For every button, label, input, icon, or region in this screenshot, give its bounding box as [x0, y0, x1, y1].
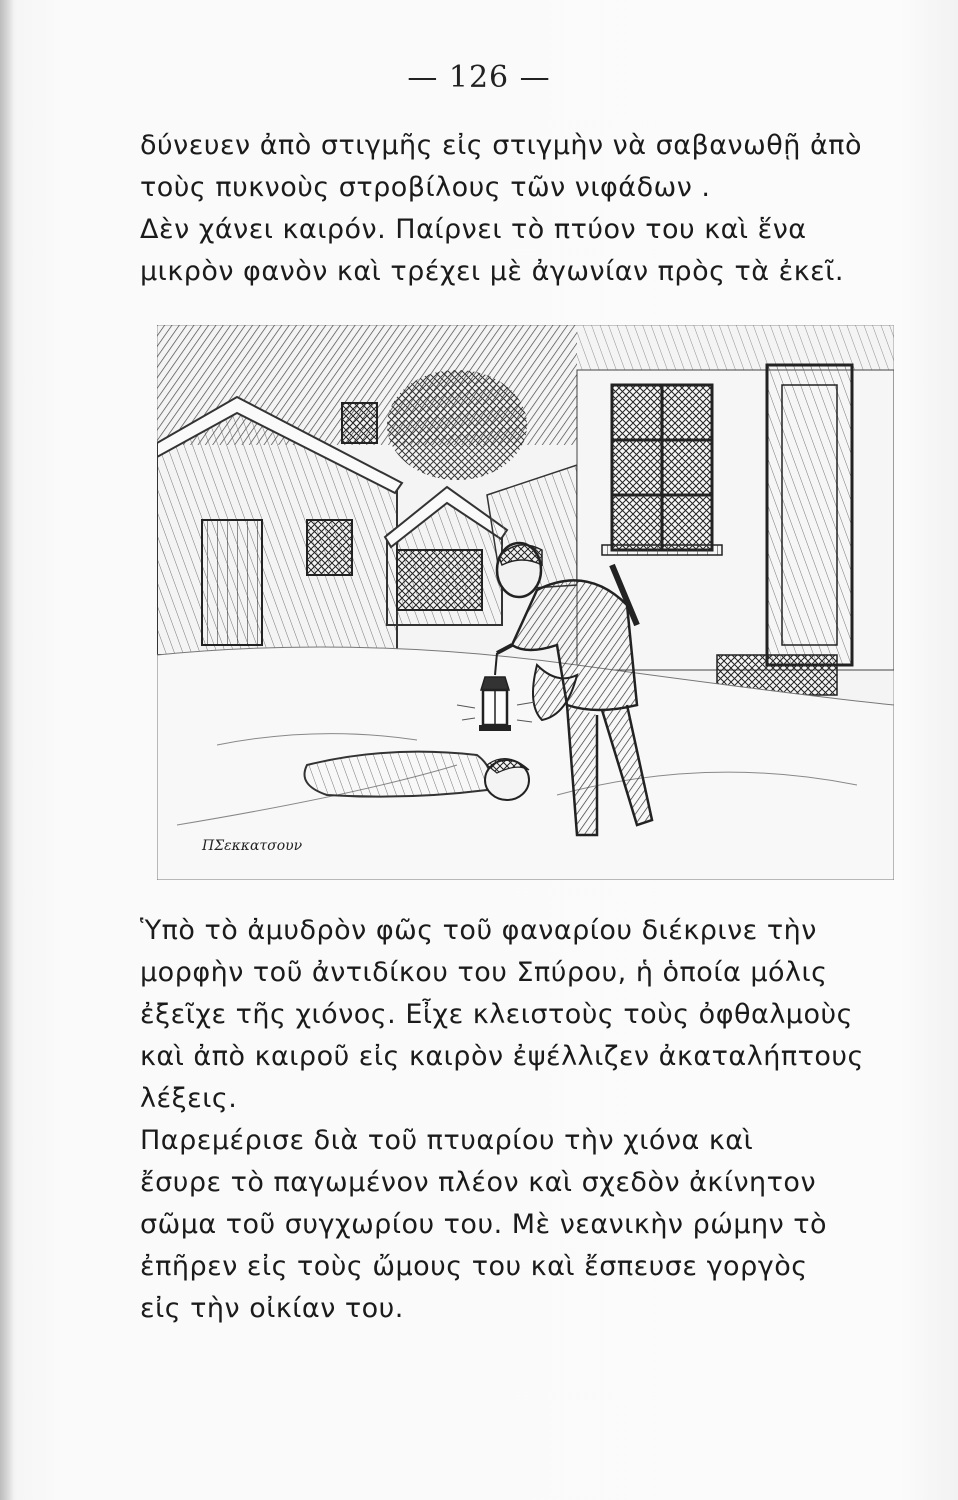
paragraph-line: μορφὴν τοῦ ἀντιδίκου του Σπύρου, ἡ ὁποία μόλις	[140, 957, 828, 988]
binding-shadow	[0, 0, 14, 1500]
tree	[387, 370, 527, 480]
paragraph-line: ἐξεῖχε τῆς χιόνος. Εἶχε κλειστοὺς τοὺς ὀφθαλμοὺς	[140, 999, 853, 1030]
page-number: — 126 —	[407, 60, 551, 95]
paragraph-line: μικρὸν φανὸν καὶ τρέχει μὲ ἀγωνίαν πρὸς τὰ ἐκεῖ.	[140, 256, 844, 287]
paragraph-line: καὶ ἀπὸ καιροῦ εἰς καιρὸν ἐψέλλιζεν ἀκαταλήπτους	[140, 1041, 864, 1072]
winter-night-illustration	[157, 325, 894, 880]
paragraph-line: ἔσυρε τὸ παγωμένον πλέον καὶ σχεδὸν ἀκίνητον	[140, 1167, 817, 1198]
paragraph-line: ἐπῆρεν εἰς τοὺς ὤμους του καὶ ἔσπευσε γοργὸς	[140, 1251, 808, 1282]
paragraph-line: εἰς τὴν οἰκίαν του.	[140, 1293, 404, 1324]
paragraph-line: λέξεις.	[140, 1083, 238, 1114]
paragraph-line: Ὑπὸ τὸ ἀμυδρὸν φῶς τοῦ φαναρίου διέκρινε τὴν	[140, 915, 817, 946]
paragraph-line: δύνευεν ἀπὸ στιγμῆς εἰς στιγμὴν νὰ σαβανωθῇ ἀπὸ	[140, 130, 863, 161]
paragraph-line: Παρεμέρισε διὰ τοῦ πτυαρίου τὴν χιόνα καὶ	[140, 1125, 754, 1156]
artist-signature: ΠΣεκκατσουν	[202, 838, 303, 854]
left-house	[157, 397, 402, 655]
paragraph-line: Δὲν χάνει καιρόν. Παίρνει τὸ πτύον του καὶ ἕνα	[140, 214, 807, 245]
paragraph-line: τοὺς πυκνοὺς στροβίλους τῶν νιφάδων .	[140, 172, 711, 203]
paragraph-line: σῶμα τοῦ συγχωρίου του. Μὲ νεανικὴν ρώμην τὸ	[140, 1209, 828, 1240]
